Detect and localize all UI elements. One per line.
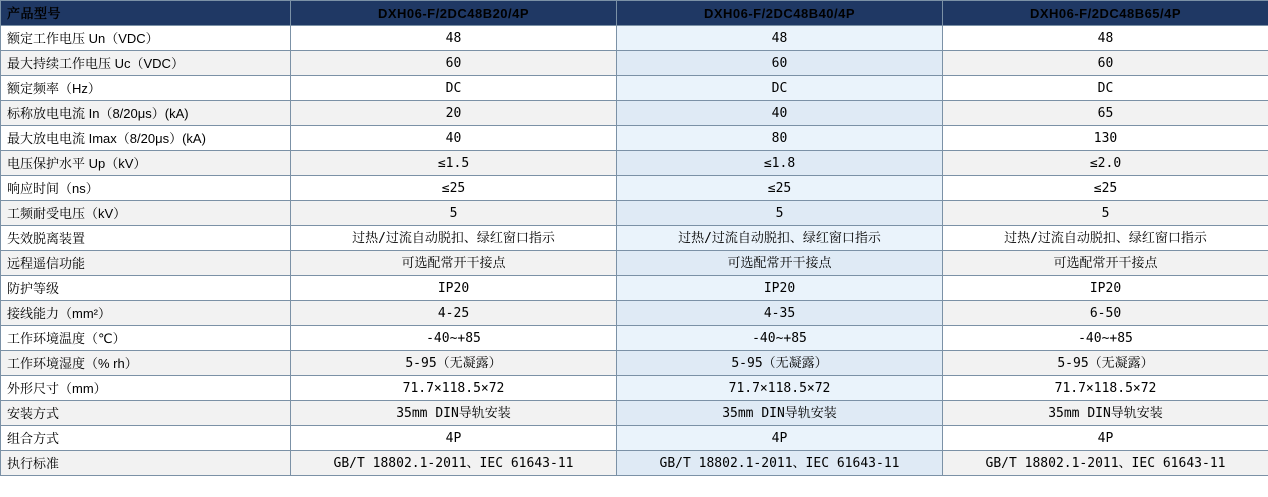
row-label: 电压保护水平 Up（kV） (1, 151, 291, 176)
row-value-3: 5 (943, 201, 1268, 226)
row-value-1: 60 (291, 51, 617, 76)
row-value-1: DC (291, 76, 617, 101)
row-label: 执行标准 (1, 451, 291, 476)
table-row (1, 201, 1268, 226)
row-value-3: 5-95（无凝露） (943, 351, 1268, 376)
table-body (1, 26, 1268, 476)
row-value-2: 40 (617, 101, 943, 126)
table-row (1, 176, 1268, 201)
row-label: 额定工作电压 Un（VDC） (1, 26, 291, 51)
row-label: 额定频率（Hz） (1, 76, 291, 101)
row-value-2: DC (617, 76, 943, 101)
row-value-2: ≤25 (617, 176, 943, 201)
row-value-3: 6-50 (943, 301, 1268, 326)
row-label: 外形尺寸（mm） (1, 376, 291, 401)
row-value-1: -40~+85 (291, 326, 617, 351)
table-row (1, 26, 1268, 51)
row-value-2: GB/T 18802.1-2011、IEC 61643-11 (617, 451, 943, 476)
row-value-2: 5 (617, 201, 943, 226)
row-value-1: 4-25 (291, 301, 617, 326)
row-value-1: IP20 (291, 276, 617, 301)
row-value-2: 71.7×118.5×72 (617, 376, 943, 401)
row-value-1: ≤1.5 (291, 151, 617, 176)
table-row (1, 51, 1268, 76)
row-value-2: 过热/过流自动脱扣、绿红窗口指示 (617, 226, 943, 251)
table-row (1, 226, 1268, 251)
row-value-2: 48 (617, 26, 943, 51)
row-value-1: 35mm DIN导轨安装 (291, 401, 617, 426)
row-value-3: 130 (943, 126, 1268, 151)
table-row (1, 251, 1268, 276)
row-value-2: 60 (617, 51, 943, 76)
row-value-2: ≤1.8 (617, 151, 943, 176)
row-value-1: 4P (291, 426, 617, 451)
row-value-3: 65 (943, 101, 1268, 126)
header-model-2: DXH06-F/2DC48B40/4P (617, 1, 943, 26)
row-value-3: 可选配常开干接点 (943, 251, 1268, 276)
row-value-1: 可选配常开干接点 (291, 251, 617, 276)
row-value-1: 71.7×118.5×72 (291, 376, 617, 401)
row-value-3: GB/T 18802.1-2011、IEC 61643-11 (943, 451, 1268, 476)
table-row (1, 401, 1268, 426)
table-header (1, 1, 1268, 26)
row-label: 标称放电电流 In（8/20μs）(kA) (1, 101, 291, 126)
header-model-1: DXH06-F/2DC48B20/4P (291, 1, 617, 26)
table-row (1, 126, 1268, 151)
row-label: 失效脱离装置 (1, 226, 291, 251)
row-value-1: 48 (291, 26, 617, 51)
row-label: 最大放电电流 Imax（8/20μs）(kA) (1, 126, 291, 151)
table-row (1, 376, 1268, 401)
row-value-2: -40~+85 (617, 326, 943, 351)
row-value-1: ≤25 (291, 176, 617, 201)
row-value-3: 过热/过流自动脱扣、绿红窗口指示 (943, 226, 1268, 251)
row-value-2: 5-95（无凝露） (617, 351, 943, 376)
row-label: 工作环境温度（℃） (1, 326, 291, 351)
row-label: 响应时间（ns） (1, 176, 291, 201)
row-value-2: 80 (617, 126, 943, 151)
table-row (1, 76, 1268, 101)
table-row (1, 151, 1268, 176)
row-value-3: DC (943, 76, 1268, 101)
row-label: 工频耐受电压（kV） (1, 201, 291, 226)
row-value-1: 40 (291, 126, 617, 151)
row-value-2: 35mm DIN导轨安装 (617, 401, 943, 426)
row-value-1: 5-95（无凝露） (291, 351, 617, 376)
table-row (1, 301, 1268, 326)
row-value-3: 48 (943, 26, 1268, 51)
table-row (1, 351, 1268, 376)
row-label: 防护等级 (1, 276, 291, 301)
table-row (1, 101, 1268, 126)
table-row (1, 326, 1268, 351)
table-row (1, 276, 1268, 301)
row-value-3: ≤2.0 (943, 151, 1268, 176)
table-row (1, 426, 1268, 451)
row-value-1: 5 (291, 201, 617, 226)
table-header-row (1, 1, 1268, 26)
row-value-3: ≤25 (943, 176, 1268, 201)
row-value-1: 20 (291, 101, 617, 126)
row-value-2: 4-35 (617, 301, 943, 326)
row-value-1: GB/T 18802.1-2011、IEC 61643-11 (291, 451, 617, 476)
row-label: 安装方式 (1, 401, 291, 426)
row-label: 接线能力（mm²） (1, 301, 291, 326)
header-model-3: DXH06-F/2DC48B65/4P (943, 1, 1268, 26)
row-value-1: 过热/过流自动脱扣、绿红窗口指示 (291, 226, 617, 251)
row-value-2: 可选配常开干接点 (617, 251, 943, 276)
row-label: 工作环境湿度（% rh） (1, 351, 291, 376)
row-label: 组合方式 (1, 426, 291, 451)
header-product-model: 产品型号 (1, 1, 291, 26)
row-value-3: 4P (943, 426, 1268, 451)
row-label: 远程遥信功能 (1, 251, 291, 276)
row-value-3: IP20 (943, 276, 1268, 301)
row-label: 最大持续工作电压 Uc（VDC） (1, 51, 291, 76)
row-value-2: 4P (617, 426, 943, 451)
row-value-2: IP20 (617, 276, 943, 301)
row-value-3: 71.7×118.5×72 (943, 376, 1268, 401)
row-value-3: 60 (943, 51, 1268, 76)
row-value-3: 35mm DIN导轨安装 (943, 401, 1268, 426)
row-value-3: -40~+85 (943, 326, 1268, 351)
table-row (1, 451, 1268, 476)
